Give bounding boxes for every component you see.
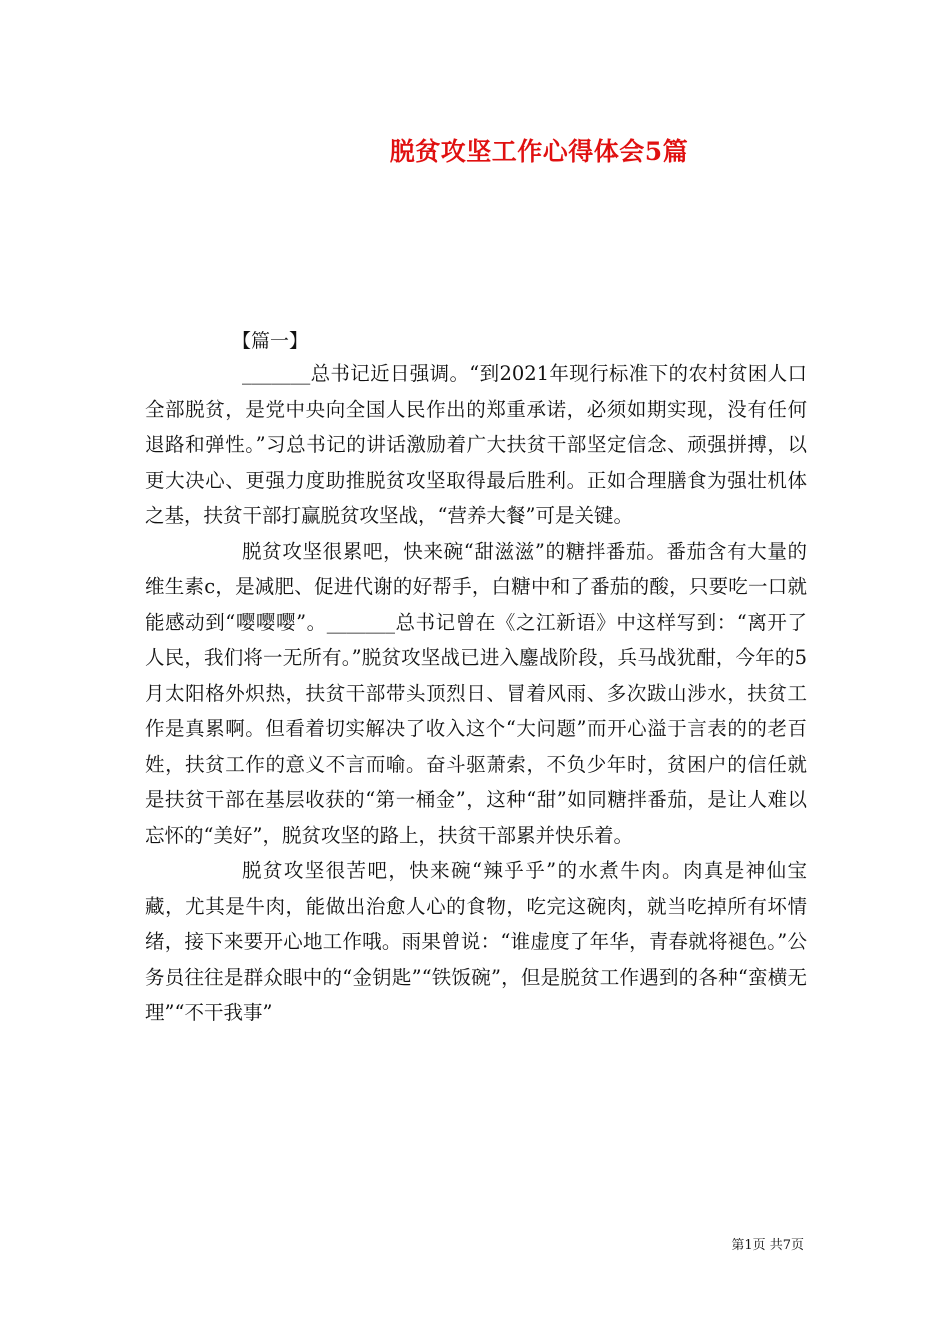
document-title: 脱贫攻坚工作心得体会5篇	[389, 137, 689, 166]
paragraph-2: 脱贫攻坚很累吧，快来碗“甜滋滋”的糖拌番茄。番茄含有大量的维生素c，是减肥、促进代谢的好帮手，白糖中和了番茄的酸，只要吃一口就能感动到“嘤嘤嘤”。_______总书记曾在《之江新语》中这样写到：“离开了人民，我们将一无所有。”脱贫攻坚战已进入鏖战阶段，兵马战犹酣，今年的5月太阳格外炽热，扶贫干部带头顶烈日、冒着风雨、多次跋山涉水，扶贫工作是真累啊。但看着切实解决了收入这个“大问题”而开心溢于言表的的老百姓，扶贫工作的意义不言而喻。奋斗驱萧索，不负少年时，贫困户的信任就是扶贫干部在基层收获的“第一桶金”，这种“甜”如同糖拌番茄，是让人难以忘怀的“美好”，脱贫攻坚的路上，扶贫干部累并快乐着。	[145, 539, 807, 847]
page-footer: 第1页 共7页	[731, 1238, 804, 1253]
section-label: 【篇一】	[232, 330, 309, 352]
paragraph-3: 脱贫攻坚很苦吧，快来碗“辣乎乎”的水煮牛肉。肉真是神仙宝藏，尤其是牛肉，能做出治愈人心的食物，吃完这碗肉，就当吃掉所有坏情绪，接下来要开心地工作哦。雨果曾说：“谁虚度了年华，青春就将褪色。”公务员往往是群众眼中的“金钥匙”“铁饭碗”，但是脱贫工作遇到的各种“蛮横无理”“不干我事”	[145, 859, 807, 1024]
paragraph-1: _______总书记近日强调。“到2021年现行标准下的农村贫困人口全部脱贫，是党中央向全国人民作出的郑重承诺，必须如期实现，没有任何退路和弹性。”习总书记的讲话激励着广大扶贫干部坚定信念、顽强拼搏，以更大决心、更强力度助推脱贫攻坚取得最后胜利。正如合理膳食为强壮机体之基，扶贫干部打赢脱贫攻坚战，“营养大餐”可是关键。	[145, 362, 807, 527]
body-text	[145, 356, 807, 1031]
